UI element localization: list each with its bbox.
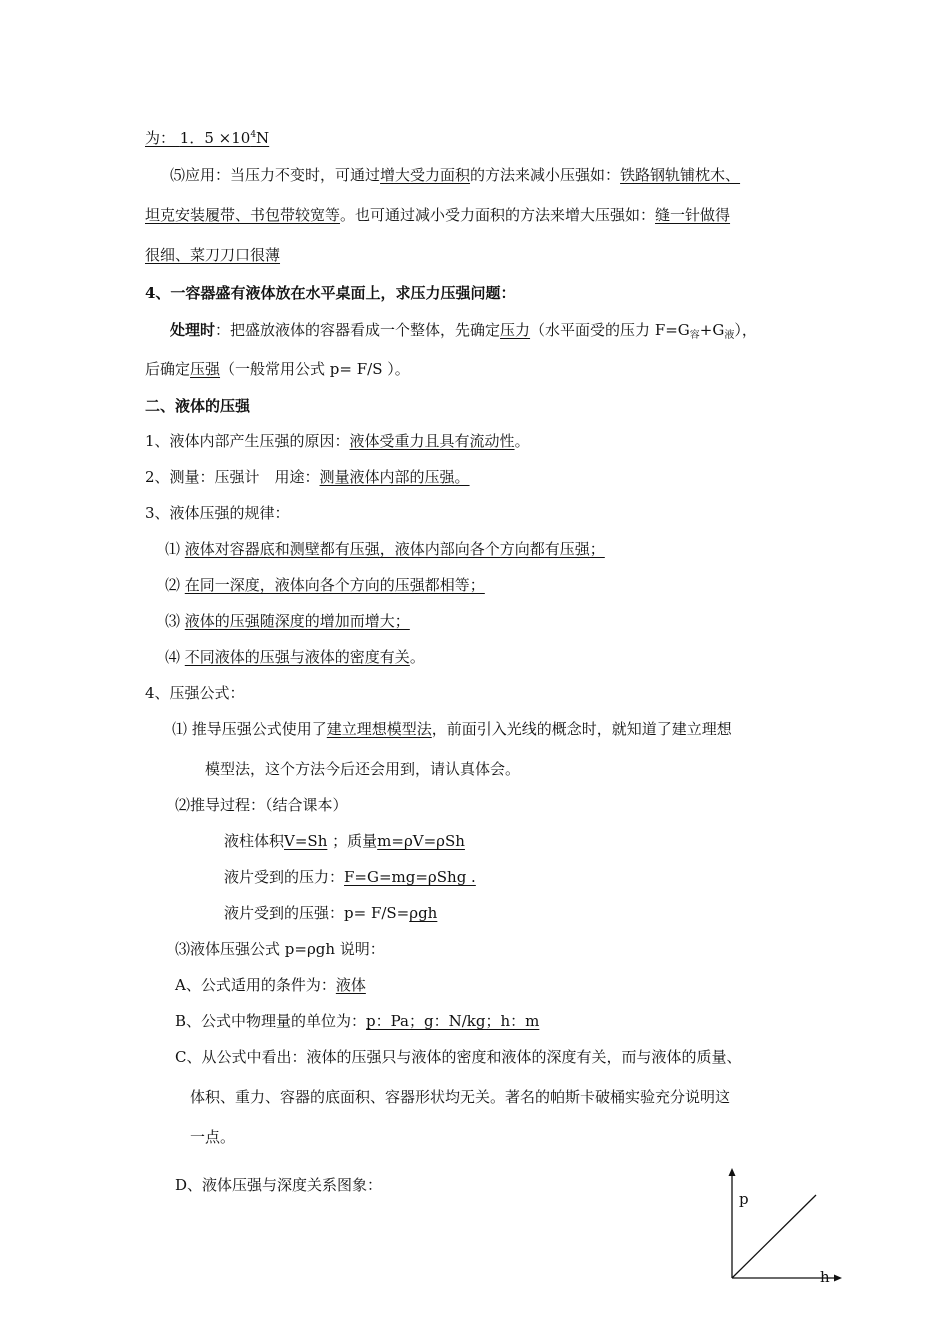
application-answer-3: 坦克安装履带、书包带较宽等 <box>145 206 341 224</box>
section2-heading: 二、液体的压强 <box>145 397 251 415</box>
item4-sub-container: 容 <box>689 330 700 341</box>
derivation2-answer: F=G=mg=ρShg . <box>344 868 476 886</box>
derivation1-mid: ；质量 <box>332 832 378 850</box>
derivation-1 <box>224 831 465 851</box>
application-text-2: 的方法来减小压强如： <box>470 166 621 184</box>
derivation-3 <box>224 903 437 923</box>
formula-1-line-2: 模型法，这个方法今后还会用到，请认真体会。 <box>205 760 521 778</box>
rule-end: 。 <box>409 648 425 666</box>
graph-svg <box>722 1168 852 1288</box>
application-line-1 <box>170 165 740 185</box>
rule-text: 液体的压强随深度的增加而增大； <box>184 612 410 630</box>
application-answer-5: 很细、菜刀刀口很薄 <box>145 246 281 264</box>
section2-item4: 4、压强公式： <box>145 684 245 702</box>
rule-text: 不同液体的压强与液体的密度有关 <box>184 648 410 666</box>
item4-bold-label: 处理时 <box>170 321 216 339</box>
formula1-answer: 建立理想模型法 <box>326 720 432 738</box>
rule-3 <box>165 611 410 631</box>
rule-4 <box>165 647 425 667</box>
item4-text-2: （水平面受的压力 F=G <box>530 321 690 339</box>
derivation3-answer: ρgh <box>409 904 438 922</box>
note-b-prompt: B、公式中物理量的单位为： <box>175 1012 367 1030</box>
application-answer-2: 铁路钢轨铺枕木、 <box>620 166 741 184</box>
note-c-line-1: C、从公式中看出：液体的压强只与液体的密度和液体的深度有关，而与液体的质量、 <box>175 1048 742 1066</box>
formula1-text: ，前面引入光线的概念时，就知道了建立理想 <box>431 720 732 738</box>
note-b <box>175 1011 539 1031</box>
formula-2-heading: ⑵推导过程：（结合课本） <box>175 796 348 814</box>
item4-text-5: 后确定 <box>145 360 191 378</box>
formula1-prompt: ⑴ 推导压强公式使用了 <box>172 720 327 738</box>
y-axis-label: p <box>739 1190 749 1208</box>
application-answer-1: 增大受力面积 <box>380 166 471 184</box>
derivation2-prompt: 液片受到的压力： <box>224 868 345 886</box>
x-axis-arrow-icon <box>834 1275 842 1282</box>
rule-number: ⑷ <box>165 648 181 666</box>
rule-number: ⑴ <box>165 540 181 558</box>
item4-text-3: +G <box>699 321 725 339</box>
value-prefix: 为： <box>145 129 176 147</box>
value-unit: N <box>256 129 270 147</box>
item4-text-4: ）， <box>734 321 757 339</box>
derivation1-volume: V=Sh <box>284 832 328 850</box>
formula-1-line-1 <box>172 719 732 739</box>
item2-prompt: 2、测量：压强计 用途： <box>145 468 320 486</box>
pressure-depth-graph <box>722 1168 852 1288</box>
rule-text: 液体对容器底和测壁都有压强，液体内部向各个方向都有压强； <box>184 540 605 558</box>
note-a-prompt: A、公式适用的条件为： <box>175 976 336 994</box>
application-intro: ⑸应用：当压力不变时，可通过 <box>170 166 381 184</box>
derivation3-prompt: 液片受到的压强：p= F/S= <box>224 904 410 922</box>
section2-item2 <box>145 467 470 487</box>
rule-2 <box>165 575 485 595</box>
note-c-line-2: 体积、重力、容器的底面积、容器形状均无关。著名的帕斯卡破桶实验充分说明这 <box>190 1088 731 1106</box>
note-c-line-3: 一点。 <box>190 1128 236 1146</box>
item1-answer: 液体受重力且具有流动性 <box>349 432 515 450</box>
item1-prompt: 1、液体内部产生压强的原因： <box>145 432 350 450</box>
y-axis-arrow-icon <box>729 1168 736 1176</box>
note-d: D、液体压强与深度关系图象： <box>175 1176 383 1194</box>
item4-text-6: （一般常用公式 p= F/S ）。 <box>220 360 410 378</box>
section2-item3: 3、液体压强的规律： <box>145 504 290 522</box>
item4-text-1: ：把盛放液体的容器看成一个整体，先确定 <box>215 321 501 339</box>
x-axis-label: h <box>820 1268 830 1286</box>
item4-answer-pressure-intensity: 压强 <box>190 360 221 378</box>
item4-line-1 <box>170 320 757 343</box>
value-exponent: 4 <box>250 130 257 140</box>
value-number: 1．5 ×10 <box>179 129 251 147</box>
item4-sub-liquid: 液 <box>724 330 735 341</box>
item4-line-2 <box>145 359 410 379</box>
rule-1 <box>165 539 605 559</box>
note-a-answer: 液体 <box>335 976 366 994</box>
item4-answer-pressure: 压力 <box>500 321 531 339</box>
application-text-3: 。也可通过减小受力面积的方法来增大压强如： <box>340 206 656 224</box>
formula-3-heading: ⑶液体压强公式 p=ρgh 说明： <box>175 940 385 958</box>
rule-number: ⑶ <box>165 612 181 630</box>
section2-item1 <box>145 431 530 451</box>
rule-number: ⑵ <box>165 576 181 594</box>
application-answer-4: 缝一针做得 <box>655 206 731 224</box>
value-text <box>145 129 269 147</box>
application-line-3 <box>145 245 280 265</box>
value-line <box>145 128 269 148</box>
item1-end: 。 <box>514 432 530 450</box>
item2-answer: 测量液体内部的压强。 <box>319 468 470 486</box>
note-b-answer: p：Pa；g：N/kg；h：m <box>366 1012 540 1030</box>
derivation-2 <box>224 867 476 887</box>
derivation1-prompt: 液柱体积 <box>224 832 285 850</box>
note-a <box>175 975 366 995</box>
derivation1-mass: m=ρV=ρSh <box>377 832 465 850</box>
application-line-2 <box>145 205 730 225</box>
item4-heading: 4、一容器盛有液体放在水平桌面上，求压力压强问题： <box>145 284 516 302</box>
rule-text: 在同一深度，液体向各个方向的压强都相等； <box>184 576 485 594</box>
